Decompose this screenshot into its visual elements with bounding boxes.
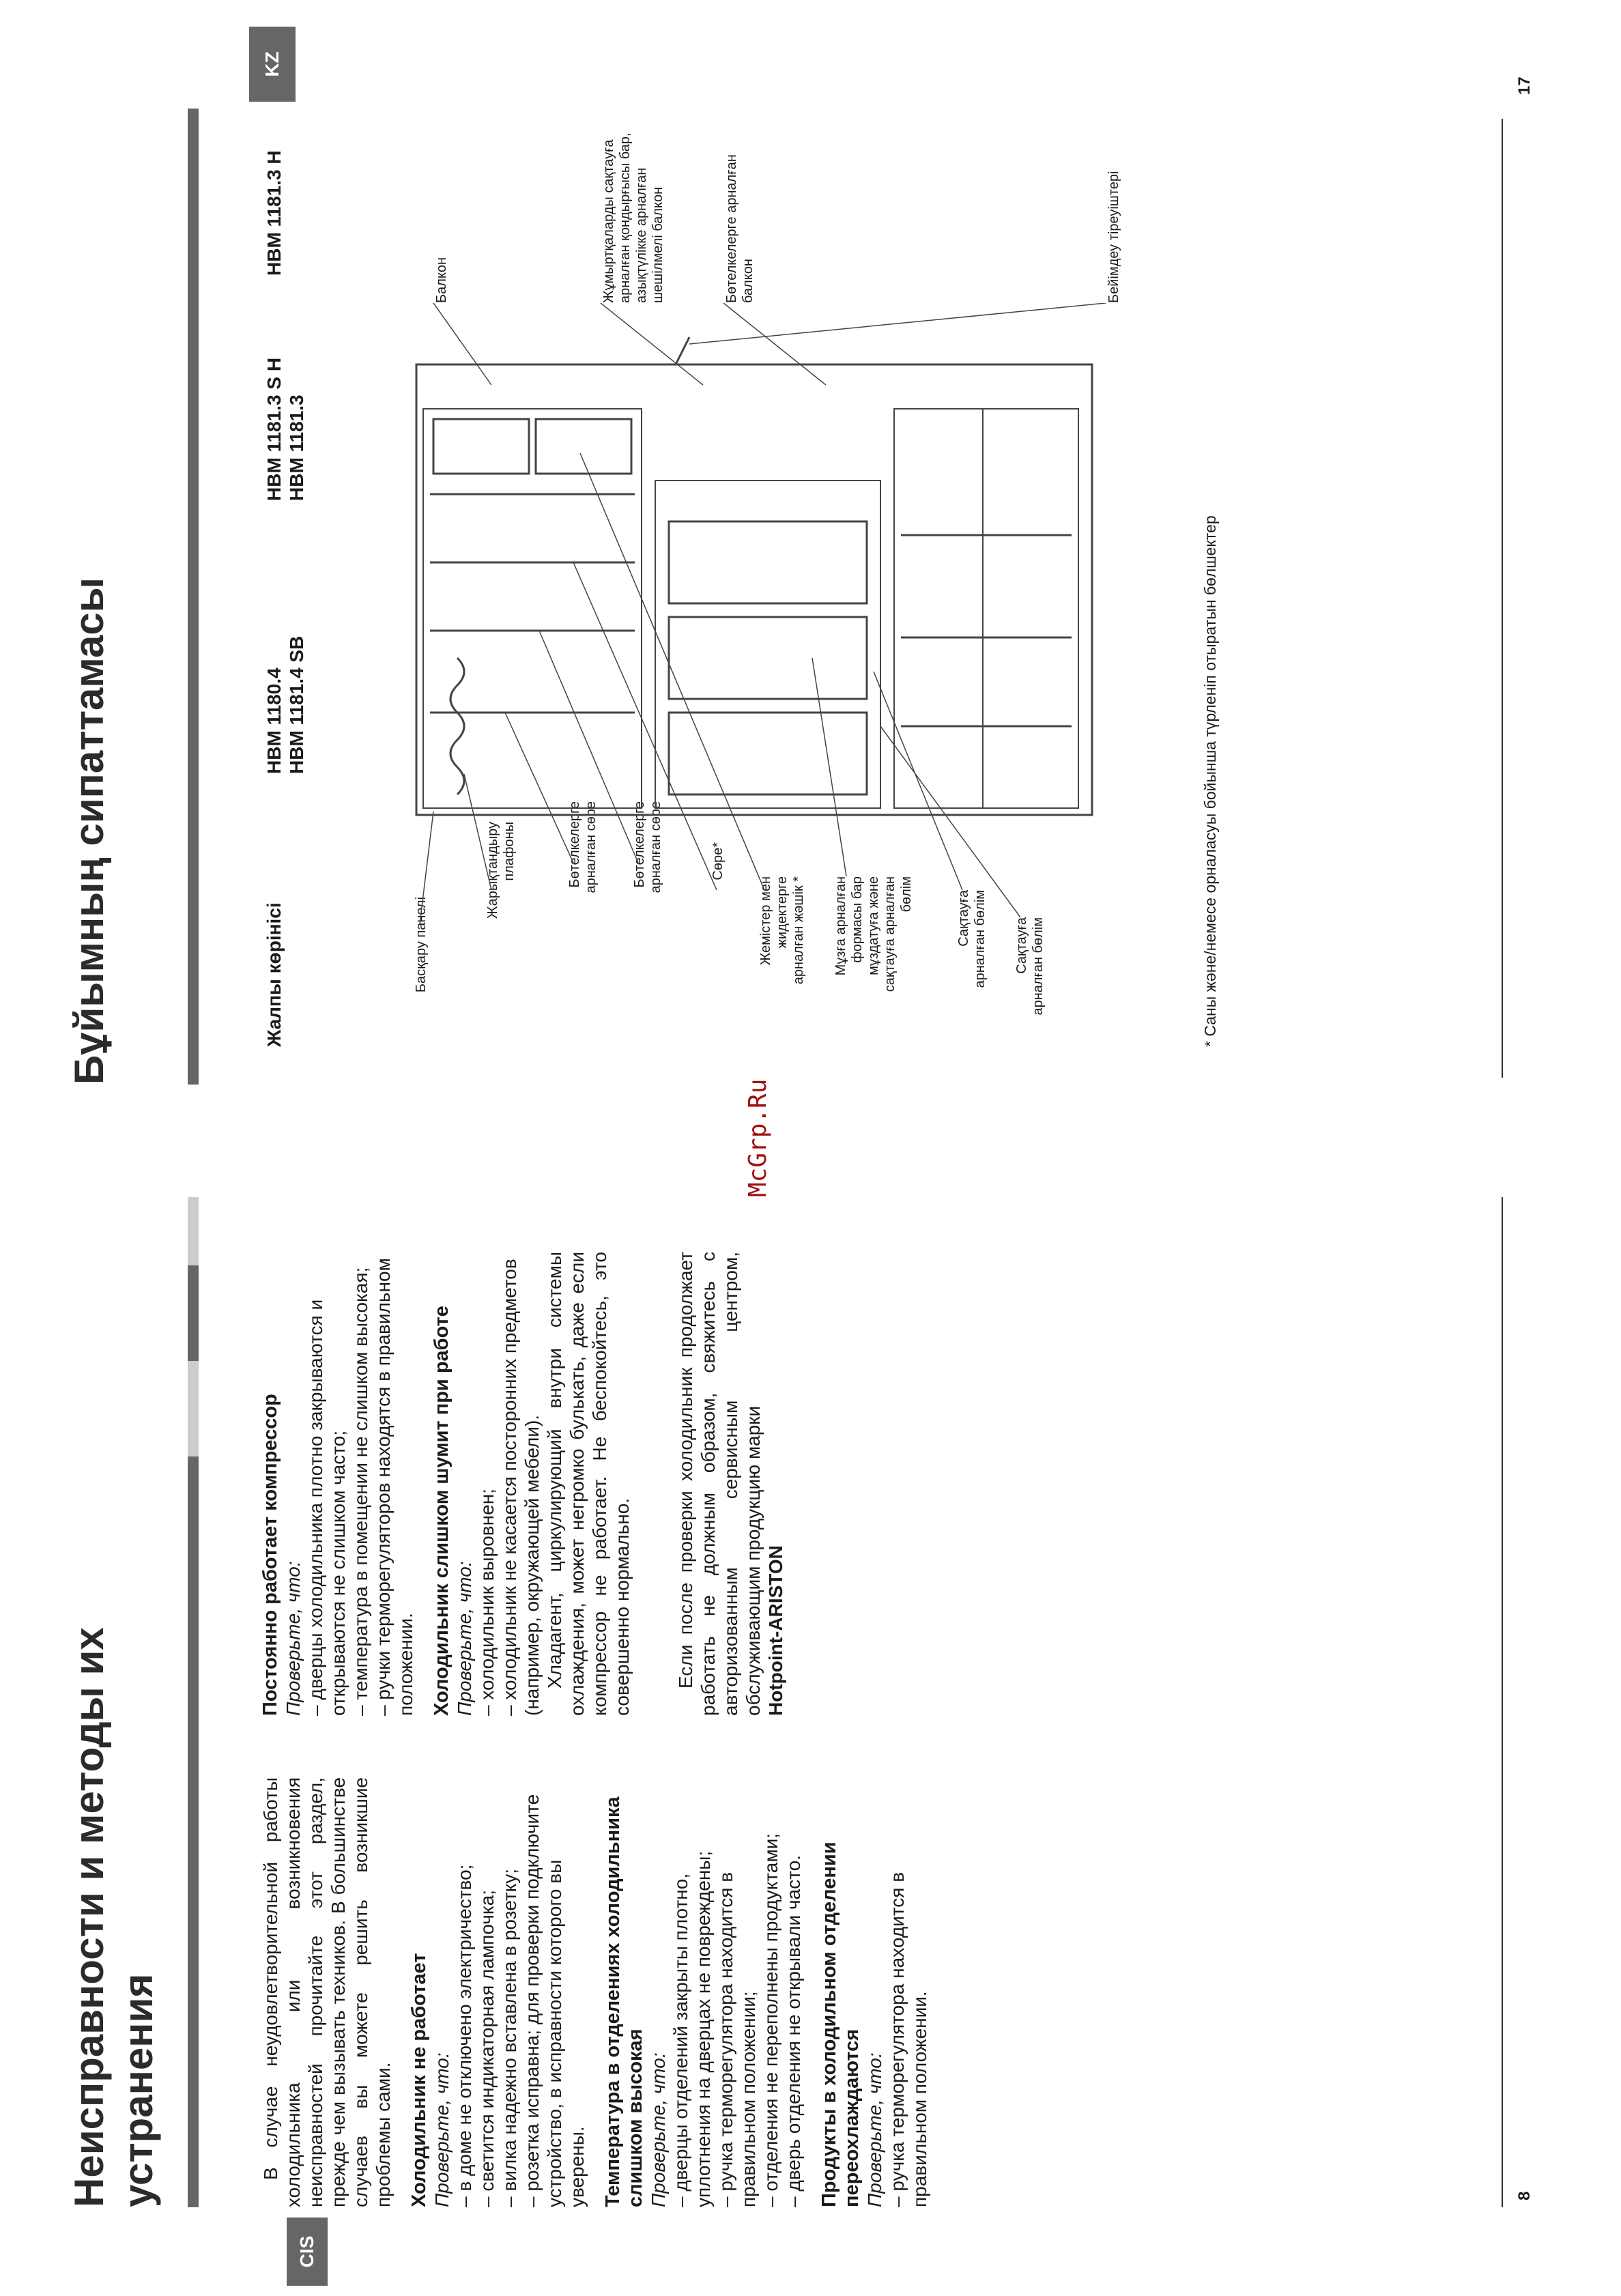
left-page-top-bar: [188, 1197, 199, 2207]
freezer-compartment: [655, 480, 880, 808]
label-bottle-shelf-1: Бөтелкелерге арналған сөре: [567, 801, 599, 893]
label-light: Жарықтандыру плафоны: [485, 822, 517, 919]
overview-heading: Жалпы көрінісі: [263, 902, 285, 1047]
label-control-panel: Басқару панелі: [414, 897, 429, 993]
kz-language-tab: KZ: [249, 27, 296, 102]
cis-language-tab: CIS: [287, 2218, 328, 2286]
model-group-3: HBM 1181.3 H: [263, 150, 285, 276]
section-noise: Холодильник слишком шумит при работе Проверьте, что: – холодильник выровнен; – холодильник не касается посторонних предметов (например, окружающей мебели). Хладагент, циркулирующий внутри системы охлаждения, может негромко булькать, даже если компрессор не работает. Не беспокойтесь, это совершенно нормально.: [431, 1252, 633, 1716]
right-page-title: Бұйымның сипаттамасы: [66, 577, 112, 1085]
adjusting-foot: [676, 337, 689, 364]
label-storage-2: Сақтауға арналған бөлім: [1014, 917, 1046, 1016]
freezer-drawer-1: [669, 713, 867, 794]
left-page-number: 8: [1515, 2191, 1534, 2200]
section-overcooling: Продукты в холодильном отделении переохлаждаются Проверьте, что: – ручка терморегулятора находится в правильном положении.: [818, 1841, 930, 2207]
label-storage-1: Сақтауға арналған бөлім: [956, 890, 988, 988]
section-not-working: Холодильник не работает Проверьте, что: – в доме не отключено электричество; – светится индикаторная лампочка; – вилка надежно вставлена в розетку; – розетка исправна; для проверки подключите устройство, в исправности которого вы уверены.: [408, 1794, 588, 2207]
label-bottle-shelf-2: Бөтелкелерге арналған сөре: [632, 801, 663, 893]
fridge-door: [894, 409, 1078, 808]
model-group-1: HBM 1180.4 HBM 1181.4 SB: [263, 635, 307, 774]
footnote: * Саны және/немесе орналасуы бойынша түрленіп отыратын бөлшектер: [1201, 515, 1219, 1047]
label-adjusting-feet: Бейімдеу тіреуіштері: [1106, 171, 1121, 303]
fruit-drawer-2: [536, 419, 631, 474]
left-page-title: Неисправности и методы их устранения: [66, 1627, 161, 2207]
left-column-2: [259, 1252, 787, 1716]
left-page-rule: [1502, 1197, 1503, 2207]
freezer-drawer-2: [669, 617, 867, 699]
left-column-1: [259, 1777, 931, 2207]
label-fruit-drawer: Жемістер мен жидектерге арналған жәшік *: [758, 876, 806, 985]
section-temp-high: Температура в отделениях холодильника слишком высокая Проверьте, что: – дверцы отделений закрыты плотно, уплотнения на дверцах не повреждены; – ручка терморегулятора находится в правильном положении; – отделения не переполнены продуктами; – дверь отделения не открывали часто.: [602, 1796, 804, 2207]
label-shelf: Сөре*: [711, 842, 726, 880]
fridge-compartment: [423, 409, 642, 808]
fridge-diagram: [403, 303, 1126, 931]
intro-paragraph: В случае неудовлетворительной работы холодильника или возникновения неисправностей прочитайте этот раздел, прежде чем вызывать техников. В большинстве случаев вы можете решить возникшие проблемы сами.: [260, 1777, 394, 2207]
right-page-top-bar: [188, 109, 199, 1085]
label-egg-balcony: Жұмыртқаларды сақтауға арналған қондырғысы бар, азықтүлікке арналған шешілмелі балкон: [601, 132, 665, 303]
section-compressor: Постоянно работает компрессор Проверьте, что: – дверцы холодильника плотно закрываются и открываются не слишком часто; – температура в помещении не слишком высокая; – ручки терморегуляторов находятся в правильном положении.: [259, 1258, 416, 1716]
watermark: McGrp.Ru: [744, 1078, 772, 1197]
noise-note: Хладагент, циркулирующий внутри системы охлаждения, может негромко булькать, даже если компрессор не работает. Не беспокойтесь, это совершенно нормально.: [544, 1252, 633, 1716]
freezer-door: [894, 409, 983, 808]
right-page-rule: [1502, 119, 1503, 1078]
model-group-2: HBM 1181.3 S H HBM 1181.3: [263, 357, 307, 501]
fridge-body: [416, 364, 1092, 815]
label-freezer-ice: Мұзға арналған формасы бар мұздатуға және сақтауға арналған бөлім: [833, 876, 914, 992]
label-balcony: Балкон: [434, 257, 449, 303]
fruit-drawer-1: [433, 419, 529, 474]
brand-name: Hotpoint-ARISTON: [765, 1545, 786, 1716]
closing-block: [674, 1252, 787, 1716]
closing-paragraph: Если после проверки холодильник продолжает работать не должным образом, свяжитесь с авторизованным сервисным центром, обслуживающим продукцию марки: [675, 1252, 764, 1716]
wine-rack: [450, 658, 464, 794]
right-page-number: 17: [1515, 76, 1534, 95]
freezer-drawer-3: [669, 521, 867, 603]
label-bottle-balcony: Бөтелкелерге арналған балкон: [724, 154, 756, 303]
